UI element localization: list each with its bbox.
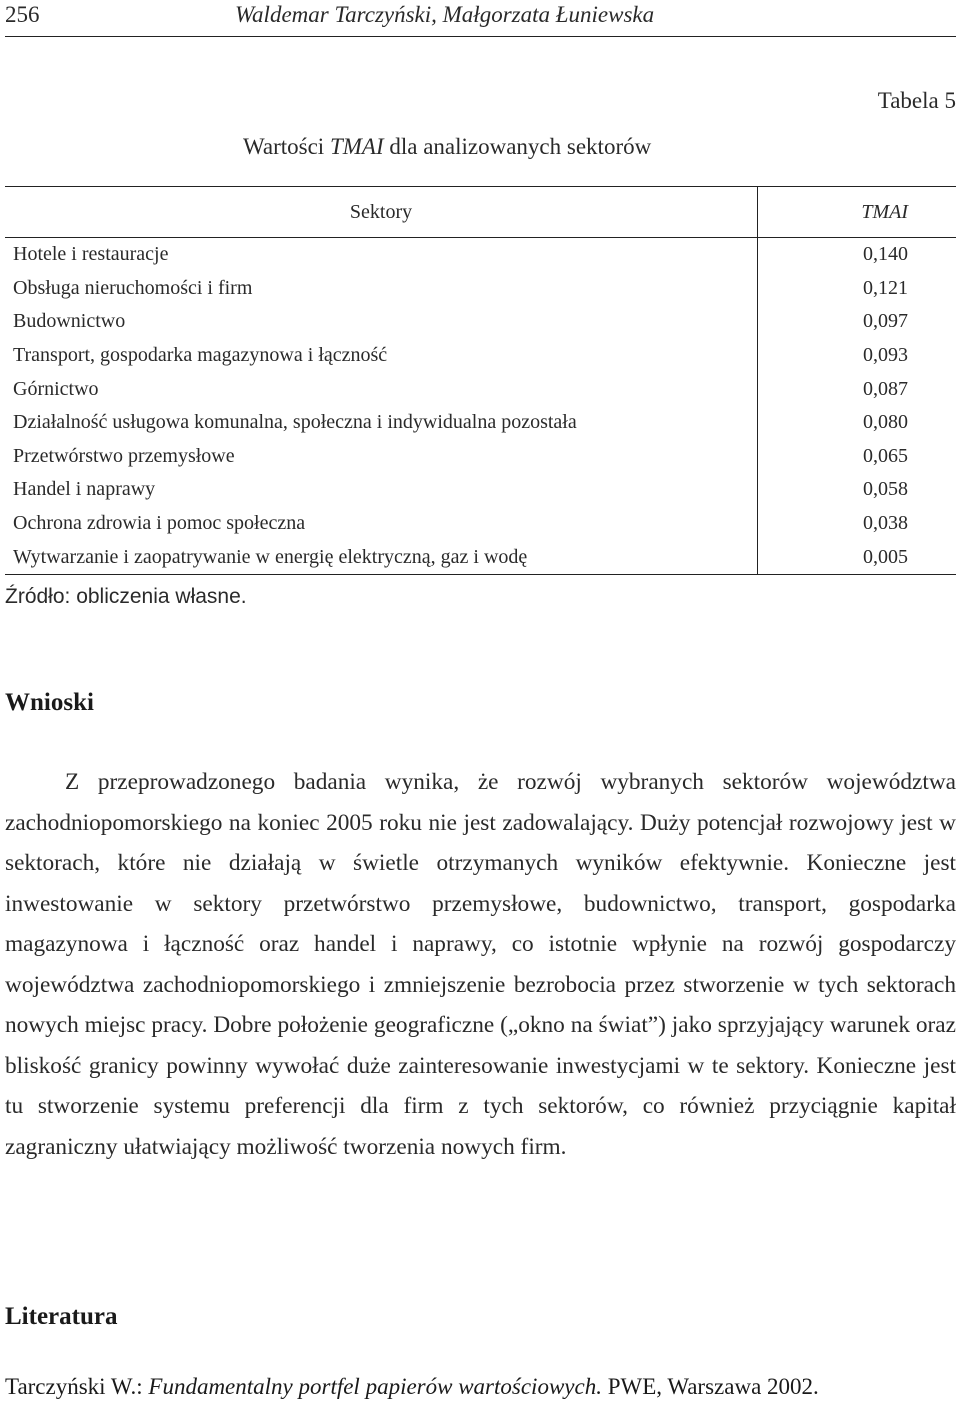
table-source-note: Źródło: obliczenia własne. (5, 585, 247, 608)
table-row (5, 372, 956, 406)
tmai-value-cell: 0,121 (863, 276, 908, 299)
table-row (5, 440, 956, 474)
sector-cell: Obsługa nieruchomości i firm (5, 272, 758, 306)
column-header-tmai: TMAI (758, 187, 957, 238)
section-heading-literature: Literatura (5, 1303, 118, 1330)
table-caption-italic: TMAI (329, 134, 384, 159)
sector-cell: Działalność usługowa komunalna, społeczna i indywidualna pozostała (5, 406, 758, 440)
sector-cell: Przetwórstwo przemysłowe (5, 440, 758, 474)
reference-entry (5, 1374, 819, 1400)
tmai-value-cell: 0,097 (863, 310, 908, 333)
table-caption-suffix: dla analizowanych sektorów (383, 134, 652, 159)
tmai-value-cell: 0,058 (863, 478, 908, 501)
sector-cell: Transport, gospodarka magazynowa i łączność (5, 339, 758, 373)
tmai-table (5, 186, 956, 575)
section-heading-conclusions: Wnioski (5, 689, 94, 716)
table-row (5, 406, 956, 440)
tmai-value-cell: 0,065 (863, 444, 908, 467)
table-row (5, 540, 956, 574)
reference-publisher: PWE, Warszawa 2002. (601, 1374, 819, 1399)
column-header-sector: Sektory (5, 187, 758, 238)
sector-cell: Hotele i restauracje (5, 238, 758, 272)
sector-cell: Górnictwo (5, 372, 758, 406)
conclusions-paragraph: Z przeprowadzonego badania wynika, że rozwój wybranych sektorów województwa zachodniopomorskiego na koniec 2005 roku nie jest zadowalający. Duży potencjał rozwojowy jest w sektorach, które nie działają w świetle otrzymanych wyników efektywnie. Konieczne jest inwestowanie w sektory przetwórstwo przemysłowe, budownictwo, transport, gospodarka magazynowa i łączność oraz handel i naprawy, co istotnie wpłynie na rozwój gospodarczy województwa zachodniopomorskiego i zmniejszenie bezrobocia przez stworzenie w tych sektorach nowych miejsc pracy. Dobre położenie geograficzne („okno na świat”) jako sprzyjający warunek oraz bliskość granicy powinny wywołać duże zainteresowanie inwestycjami w te sektory. Konieczne jest tu stworzenie systemu preferencji dla firm z tych sektorów, co również przyciągnie kapitał zagraniczny ułatwiający możliwość tworzenia nowych firm. (5, 769, 956, 1160)
table-caption-prefix: Wartości (243, 134, 330, 159)
table-row (5, 339, 956, 373)
tmai-value-cell: 0,093 (863, 344, 908, 367)
table-caption (243, 134, 651, 160)
table-header-row (5, 187, 956, 238)
reference-author: Tarczyński W.: (5, 1374, 149, 1399)
sector-cell: Ochrona zdrowia i pomoc społeczna (5, 507, 758, 541)
tmai-value-cell: 0,038 (863, 512, 908, 535)
table-row (5, 305, 956, 339)
running-head-authors: Waldemar Tarczyński, Małgorzata Łuniewska (235, 2, 655, 27)
sector-cell: Wytwarzanie i zaopatrywanie w energię elektryczną, gaz i wodę (5, 540, 758, 574)
reference-title: Fundamentalny portfel papierów wartościowych. (148, 1374, 602, 1399)
sector-cell: Budownictwo (5, 305, 758, 339)
tmai-value-cell: 0,005 (758, 540, 957, 574)
sector-cell: Handel i naprawy (5, 473, 758, 507)
table-row (5, 507, 956, 541)
table-row (5, 238, 956, 272)
tmai-value-cell: 0,080 (863, 411, 908, 434)
tmai-value-cell: 0,087 (863, 377, 908, 400)
table-row (5, 473, 956, 507)
running-head (5, 0, 956, 37)
page-number: 256 (5, 2, 40, 27)
tmai-value-cell: 0,140 (863, 243, 908, 266)
table-row (5, 272, 956, 306)
table-number: Tabela 5 (877, 88, 956, 113)
